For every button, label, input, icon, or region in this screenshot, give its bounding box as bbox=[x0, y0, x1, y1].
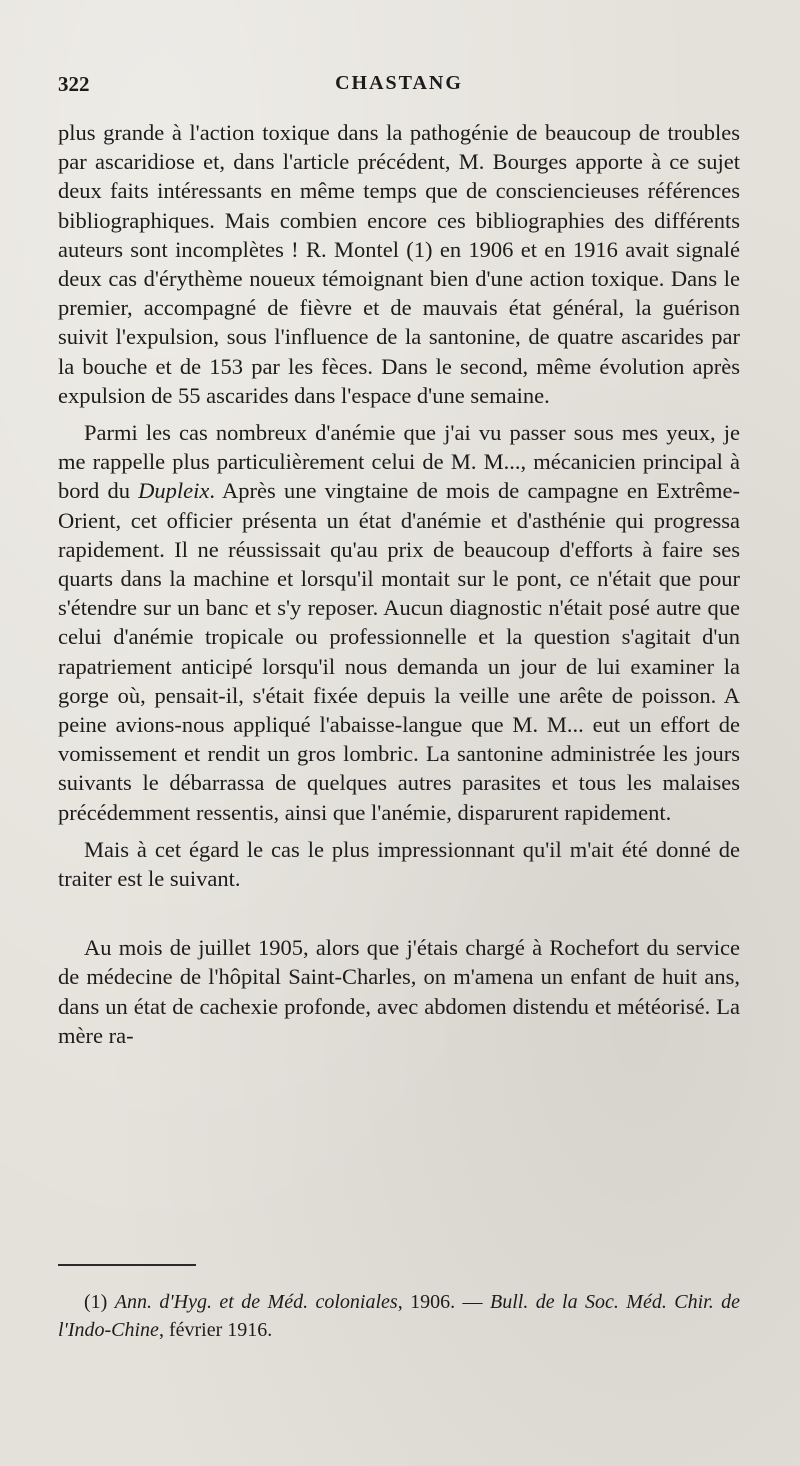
page-number: 322 bbox=[58, 72, 90, 96]
footnote-marker: (1) bbox=[84, 1291, 108, 1313]
paragraph-2-text-a: Parmi les cas nombreux d'anémie que j'ai vu passer sous mes yeux, je me rappelle plus particulièrement celui de M. M..., mécanicien principal à bord du bbox=[58, 420, 740, 504]
ship-name: Dupleix bbox=[138, 478, 210, 504]
body-text bbox=[58, 118, 740, 1050]
footnote-ref-1-title: Ann. d'Hyg. et de Méd. coloniales bbox=[114, 1291, 398, 1313]
paragraph-4: Au mois de juillet 1905, alors que j'étais chargé à Rochefort du service de médecine de l'hôpital Saint-Charles, on m'amena un enfant de huit ans, dans un état de cachexie profonde, avec abdomen distendu et météorisé. La mère ra- bbox=[58, 935, 740, 1048]
running-head: CHASTANG bbox=[335, 72, 463, 94]
paragraph-1: plus grande à l'action toxique dans la pathogénie de beaucoup de troubles par ascaridiose et, dans l'article précédent, M. Bourges apporte à ce sujet deux faits intéressants en même temps que de consciencieuses références bibliographiques. Mais combien encore ces bibliographies des différents auteurs sont incomplètes ! R. Montel (1) en 1906 et en 1916 avait signalé deux cas d'érythème noueux témoignant bien d'une action toxique. Dans le premier, accompagné de fièvre et de mauvais état général, la guérison suivit l'expulsion, sous l'influence de la santonine, de quatre ascarides par la bouche et de 153 par les fèces. Dans le second, même évolution après expulsion de 55 ascarides dans l'espace d'une semaine. bbox=[58, 120, 740, 408]
footnote-ref-2-title: Bull. de la Soc. Méd. Chir. de l'Indo-Chine bbox=[58, 1291, 741, 1341]
footnote-ref-1-detail: , 1906. — bbox=[397, 1291, 490, 1313]
paragraph-2-text-b: . Après une vingtaine de mois de campagne en Extrême-Orient, cet officier présenta un état d'anémie et d'asthénie qui progressa rapidement. Il ne réussissait qu'au prix de beaucoup d'efforts à faire ses quarts dans la machine et lorsqu'il montait sur le pont, ce n'était que pour s'étendre sur un banc et s'y reposer. Aucun diagnostic n'était posé autre que celui d'anémie tropicale ou professionnelle et la question s'agitait d'un rapatriement anticipé lorsqu'il nous demanda un jour de lui examiner la gorge où, pensait-il, s'était fixée depuis la veille une arête de poisson. A peine avions-nous appliqué l'abaisse-langue que M. M... eut un effort de vomissement et rendit un gros lombric. La santonine administrée les jours suivants le débarrassa de quelques autres parasites et tous les malaises précédemment ressentis, ainsi que l'anémie, disparurent rapidement. bbox=[58, 478, 740, 825]
paragraph-2 bbox=[58, 418, 740, 827]
page-header bbox=[58, 72, 740, 102]
footnote-ref-2-detail: , février 1916. bbox=[158, 1319, 273, 1341]
footnote-divider bbox=[58, 1264, 196, 1266]
paragraph-3: Mais à cet égard le cas le plus impressionnant qu'il m'ait été donné de traiter est le suivant. bbox=[58, 836, 740, 892]
footnote bbox=[58, 1288, 740, 1344]
